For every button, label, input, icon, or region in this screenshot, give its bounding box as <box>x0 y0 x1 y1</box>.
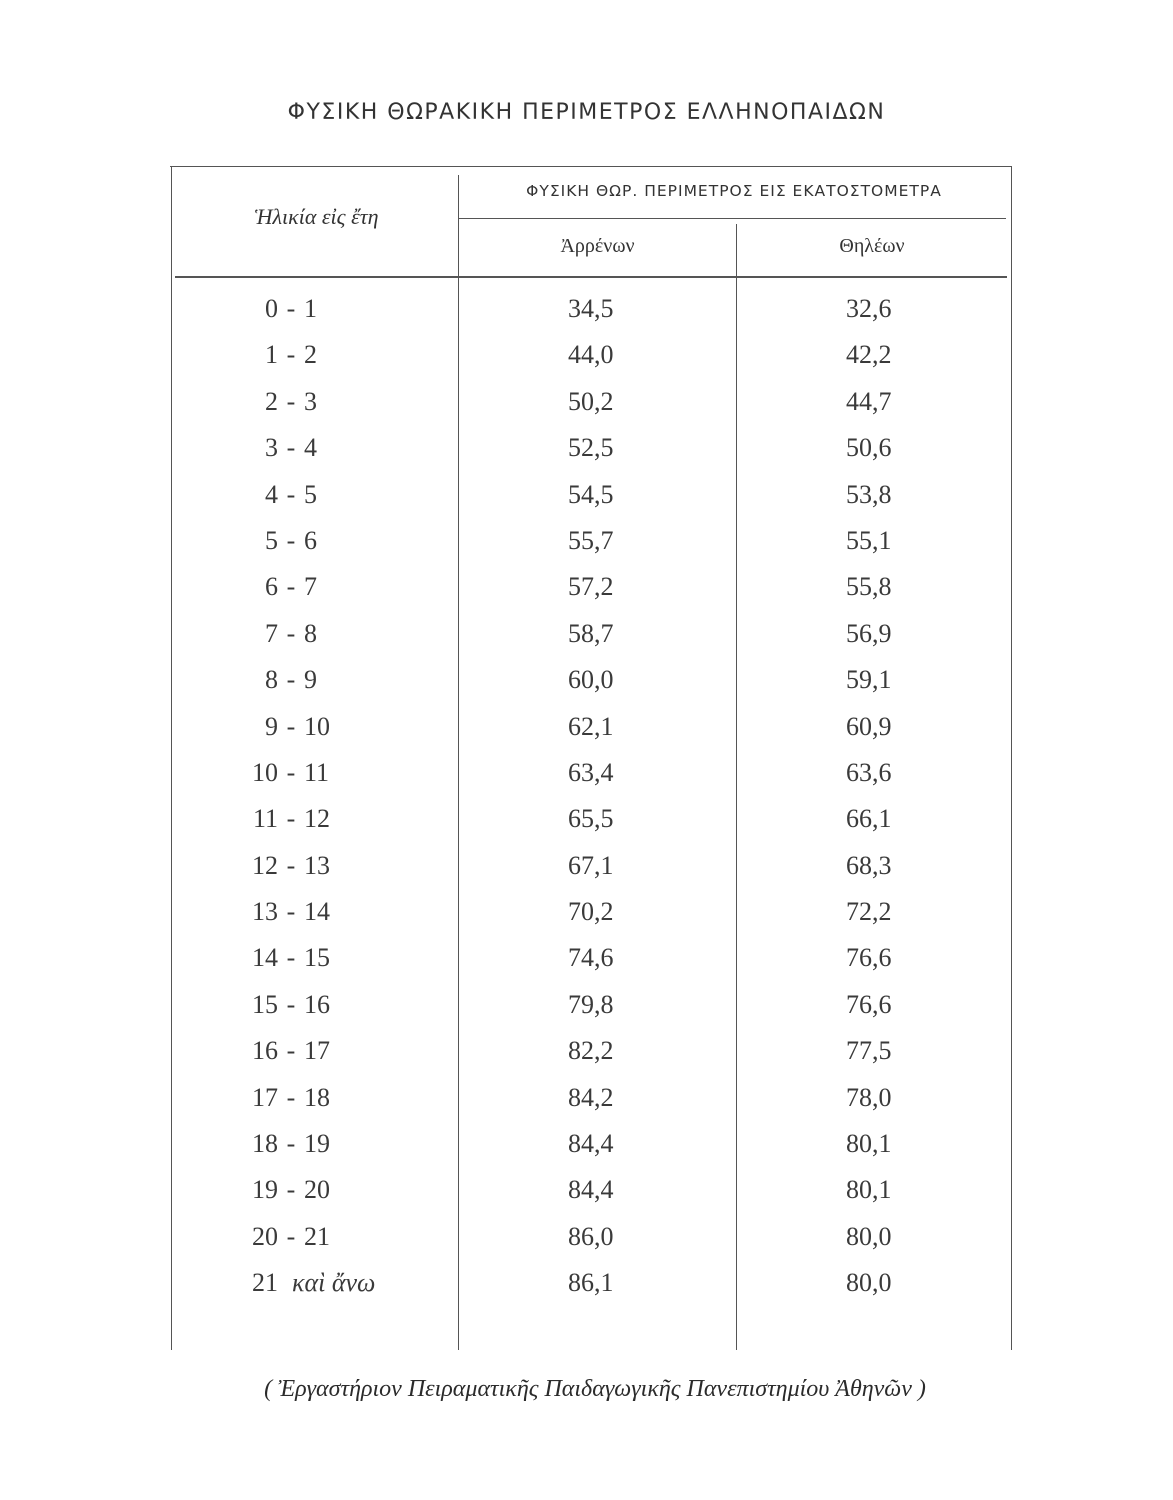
table-row <box>175 843 1008 889</box>
male-value-cell: 84,4 <box>568 1129 614 1159</box>
age-range-cell: 14 - 15 <box>252 943 330 973</box>
age-range-cell: 15 - 16 <box>252 989 330 1019</box>
age-range-cell: 21 καὶ ἄνω <box>252 1268 376 1298</box>
age-range-cell: 8 - 9 <box>265 665 317 695</box>
male-value-cell: 65,5 <box>568 804 614 834</box>
age-range-cell: 16 - 17 <box>252 1036 330 1066</box>
page-title: ΦΥΣΙΚΗ ΘΩΡΑΚΙΚΗ ΠΕΡΙΜΕΤΡΟΣ ΕΛΛΗΝΟΠΑΙΔΩΝ <box>287 100 886 125</box>
group-header-underline <box>458 218 1006 219</box>
table-row <box>175 611 1008 657</box>
age-range-cell: 0 - 1 <box>265 294 317 323</box>
male-value-cell: 74,6 <box>568 943 614 973</box>
female-value-cell: 50,6 <box>846 433 892 463</box>
table-row <box>175 286 1008 332</box>
female-value-cell: 76,6 <box>846 943 892 973</box>
table-row <box>175 657 1008 703</box>
male-value-cell: 62,1 <box>568 711 614 741</box>
female-value-cell: 80,1 <box>846 1129 892 1159</box>
age-range-cell: 7 - 8 <box>265 618 317 648</box>
header-bottom-rule <box>175 276 1007 278</box>
table-row <box>175 1121 1008 1167</box>
table-top-rule <box>170 166 1012 167</box>
table-row <box>175 704 1008 750</box>
age-range-cell: 19 - 20 <box>252 1175 330 1205</box>
table-row <box>175 750 1008 796</box>
age-range-cell: 13 - 14 <box>252 897 330 927</box>
table-row <box>175 1167 1008 1213</box>
female-value-cell: 60,9 <box>846 711 892 741</box>
female-column-header: Θηλέων <box>839 235 905 257</box>
male-value-cell: 63,4 <box>568 757 614 787</box>
age-range-cell: 5 - 6 <box>265 525 317 555</box>
female-value-cell: 44,7 <box>846 386 892 416</box>
female-value-cell: 68,3 <box>846 850 892 880</box>
age-range-cell: 3 - 4 <box>265 433 317 463</box>
table-row <box>175 379 1008 425</box>
age-range-cell: 18 - 19 <box>252 1129 330 1159</box>
female-value-cell: 63,6 <box>846 757 892 787</box>
table-row <box>175 518 1008 564</box>
age-range-cell: 20 - 21 <box>252 1221 330 1251</box>
female-value-cell: 55,8 <box>846 572 892 602</box>
female-value-cell: 55,1 <box>846 525 892 555</box>
female-value-cell: 80,1 <box>846 1175 892 1205</box>
male-value-cell: 84,4 <box>568 1175 614 1205</box>
male-value-cell: 82,2 <box>568 1036 614 1066</box>
age-column-header: Ἡλικία εἰς ἔτη <box>254 204 379 229</box>
male-value-cell: 84,2 <box>568 1082 614 1112</box>
male-value-cell: 50,2 <box>568 386 614 416</box>
table-row <box>175 564 1008 610</box>
male-column-header: Ἀρρένων <box>560 235 635 257</box>
age-range-cell: 4 - 5 <box>265 479 317 509</box>
table-right-rule <box>1011 166 1012 1350</box>
female-value-cell: 66,1 <box>846 804 892 834</box>
male-value-cell: 55,7 <box>568 525 614 555</box>
age-range-cell: 9 - 10 <box>265 711 330 741</box>
female-value-cell: 56,9 <box>846 618 892 648</box>
female-value-cell: 80,0 <box>846 1268 892 1298</box>
male-value-cell: 79,8 <box>568 989 614 1019</box>
male-value-cell: 86,0 <box>568 1221 614 1251</box>
female-value-cell: 80,0 <box>846 1221 892 1251</box>
table-left-rule <box>171 166 172 1350</box>
age-range-cell: 17 - 18 <box>252 1082 330 1112</box>
male-value-cell: 44,0 <box>568 340 614 370</box>
male-value-cell: 67,1 <box>568 850 614 880</box>
table-row <box>175 796 1008 842</box>
measurement-group-header: ΦΥΣΙΚΗ ΘΩΡ. ΠΕΡΙΜΕΤΡΟΣ ΕΙΣ ΕΚΑΤΟΣΤΟΜΕΤΡΑ <box>526 182 942 200</box>
table-row <box>175 935 1008 981</box>
table-row <box>175 1214 1008 1260</box>
male-value-cell: 57,2 <box>568 572 614 602</box>
male-value-cell: 34,5 <box>568 294 614 323</box>
age-range-cell: 11 - 12 <box>252 804 330 834</box>
source-note: ( Ἐργαστήριον Πειραματικῆς Παιδαγωγικῆς Πανεπιστημίου Ἀθηνῶν ) <box>264 1376 926 1402</box>
male-value-cell: 60,0 <box>568 665 614 695</box>
male-value-cell: 70,2 <box>568 897 614 927</box>
male-value-cell: 58,7 <box>568 618 614 648</box>
age-range-cell: 6 - 7 <box>265 572 317 602</box>
female-value-cell: 32,6 <box>846 294 892 323</box>
female-value-cell: 76,6 <box>846 989 892 1019</box>
table-row <box>175 472 1008 518</box>
male-value-cell: 54,5 <box>568 479 614 509</box>
age-range-cell: 1 - 2 <box>265 340 317 370</box>
female-value-cell: 72,2 <box>846 897 892 927</box>
female-value-cell: 42,2 <box>846 340 892 370</box>
female-value-cell: 53,8 <box>846 479 892 509</box>
table-row <box>175 982 1008 1028</box>
table-row <box>175 889 1008 935</box>
male-value-cell: 86,1 <box>568 1268 614 1298</box>
table-row <box>175 425 1008 471</box>
female-value-cell: 59,1 <box>846 665 892 695</box>
table-body <box>175 286 1008 1307</box>
female-value-cell: 77,5 <box>846 1036 892 1066</box>
table-row <box>175 1260 1008 1306</box>
male-value-cell: 52,5 <box>568 433 614 463</box>
age-range-cell: 10 - 11 <box>252 757 330 787</box>
female-value-cell: 78,0 <box>846 1082 892 1112</box>
age-range-cell: 2 - 3 <box>265 386 317 416</box>
table-row <box>175 332 1008 378</box>
table-row <box>175 1028 1008 1074</box>
age-range-cell: 12 - 13 <box>252 850 330 880</box>
table-row <box>175 1075 1008 1121</box>
